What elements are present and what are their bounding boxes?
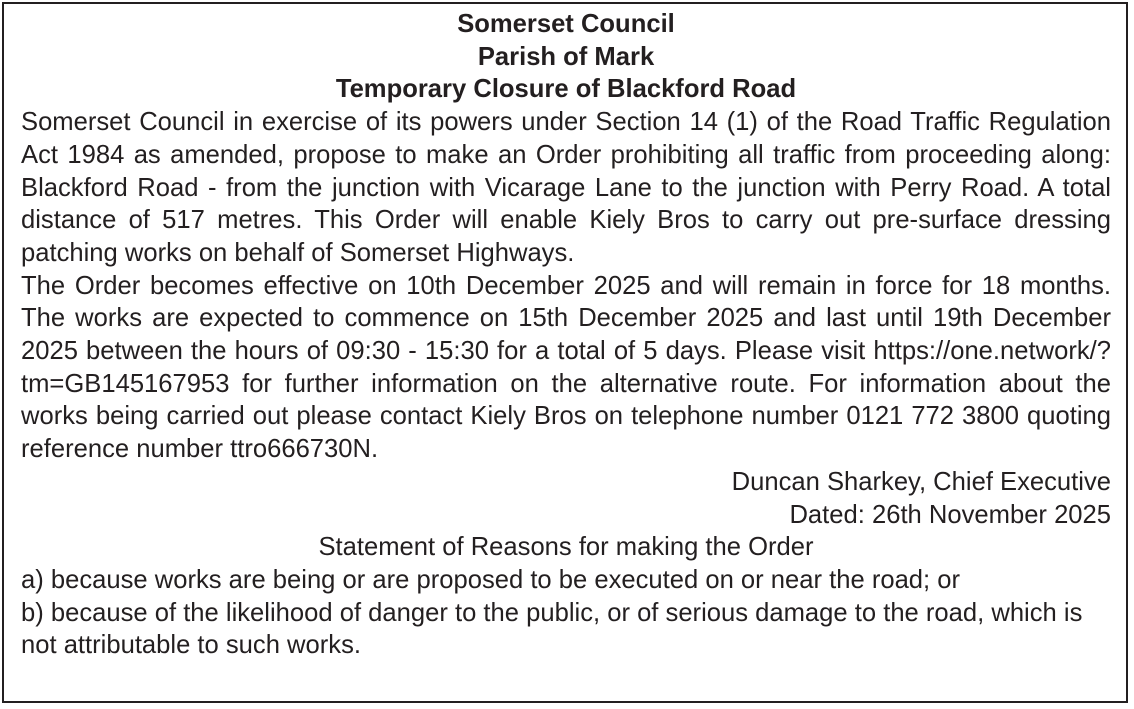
order-paragraph: Somerset Council in exercise of its powers under Section 14 (1) of the Road Traffic Regulation Act 1984 as amended, propose to make an Order prohibiting all traffic from proceeding along: Blackford Road - from the junction with Vicarage Lane to the junction with Perry Road. A total distance of 517 metres. This Order will enable Kiely Bros to carry out pre-surface dressing patching works on behalf of Somerset Highways. <box>21 108 1111 267</box>
reason-a: a) because works are being or are proposed to be executed on or near the road; or <box>21 565 961 594</box>
parish-name: Parish of Mark <box>477 42 655 71</box>
public-notice <box>2 2 1128 703</box>
reason-b: b) because of the likelihood of danger to the public, or of serious damage to the road, which is not attributable to such works. <box>21 598 1083 660</box>
signatory: Duncan Sharkey, Chief Executive <box>731 467 1111 496</box>
dated-line: Dated: 26th November 2025 <box>789 500 1111 529</box>
effective-paragraph: The Order becomes effective on 10th December 2025 and will remain in force for 18 months. The works are expected to commence on 15th December 2025 and last until 19th December 2025 between the hours of 09:30 - 15:30 for a total of 5 days. Please visit https://one.network/?tm=GB145167953 for further information on the alternative route. For information about the works being carried out please contact Kiely Bros on telephone number 0121 772 3800 quoting reference number ttro666730N. <box>21 271 1111 464</box>
notice-title: Temporary Closure of Blackford Road <box>335 75 797 104</box>
reasons-heading: Statement of Reasons for making the Order <box>318 533 814 562</box>
council-name: Somerset Council <box>457 10 675 38</box>
